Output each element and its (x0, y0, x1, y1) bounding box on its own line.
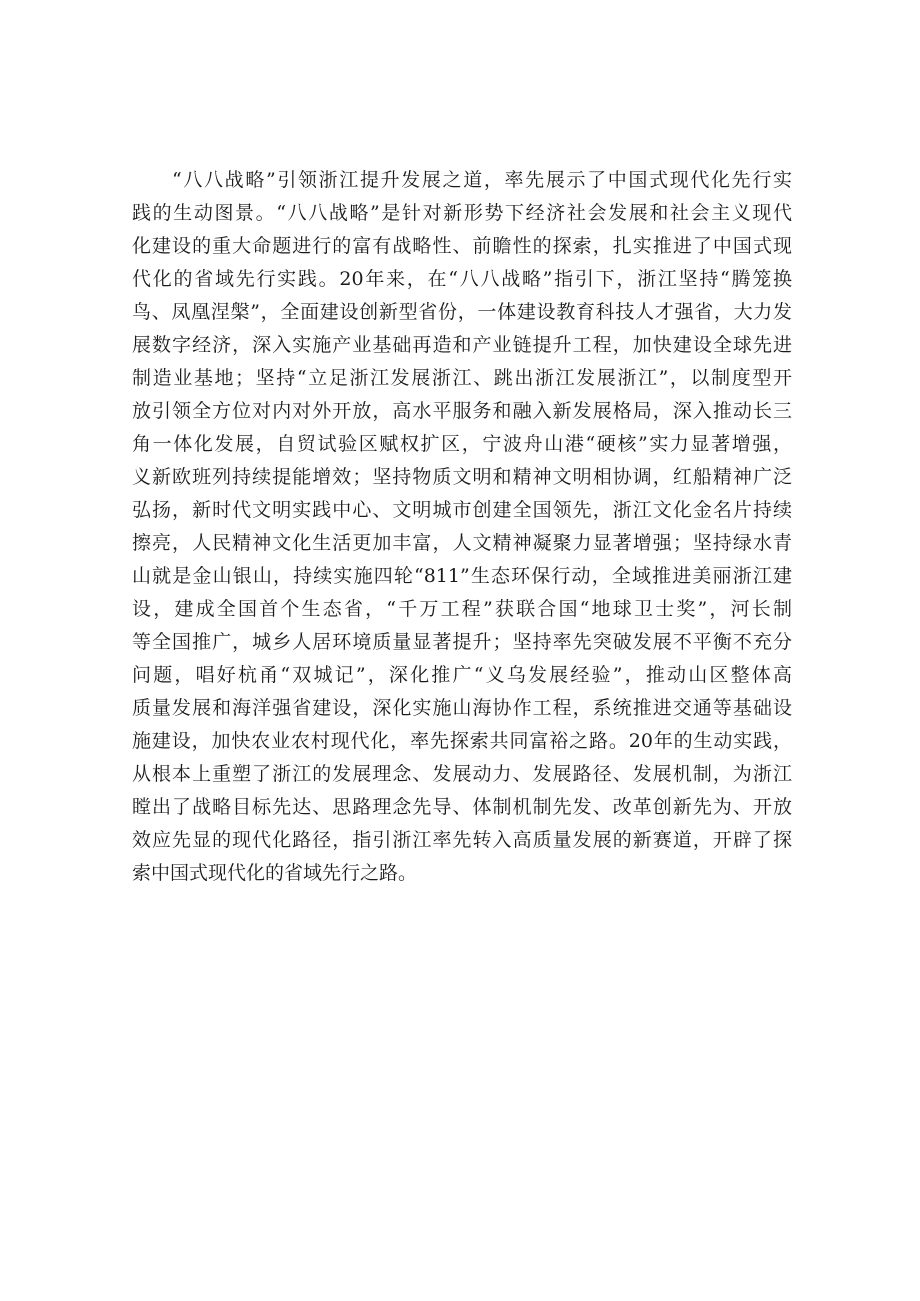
paragraph-line-15: 等全国推广，城乡人居环境质量显著提升；坚持率先突破发展不平衡不充分 (132, 631, 792, 653)
paragraph-line-5: 鸟、凤凰涅槃”，全面建设创新型省份，一体建设教育科技人才强省，大力发 (132, 301, 792, 323)
paragraph-line-14: 设，建成全国首个生态省，“千万工程”获联合国“地球卫士奖”，河长制 (132, 598, 792, 620)
paragraph-line-2: 践的生动图景。“八八战略”是针对新形势下经济社会发展和社会主义现代 (132, 202, 792, 224)
paragraph-line-11: 弘扬，新时代文明实践中心、文明城市创建全国领先，浙江文化金名片持续 (132, 499, 792, 521)
paragraph-line-7: 制造业基地；坚持“立足浙江发展浙江、跳出浙江发展浙江”，以制度型开 (132, 367, 792, 389)
paragraph-line-10: 义新欧班列持续提能增效；坚持物质文明和精神文明相协调，红船精神广泛 (132, 466, 792, 488)
paragraph-line-1: “八八战略”引领浙江提升发展之道，率先展示了中国式现代化先行实 (172, 169, 792, 191)
paragraph-line-3: 化建设的重大命题进行的富有战略性、前瞻性的探索，扎实推进了中国式现 (132, 235, 792, 257)
paragraph-line-19: 从根本上重塑了浙江的发展理念、发展动力、发展路径、发展机制，为浙江 (132, 763, 792, 785)
paragraph-line-18: 施建设，加快农业农村现代化，率先探索共同富裕之路。20年的生动实践， (132, 730, 792, 752)
paragraph-line-12: 擦亮，人民精神文化生活更加丰富，人文精神凝聚力显著增强；坚持绿水青 (132, 532, 792, 554)
paragraph-line-4: 代化的省域先行实践。20年来，在“八八战略”指引下，浙江坚持“腾笼换 (132, 268, 792, 290)
paragraph-line-9: 角一体化发展，自贸试验区赋权扩区，宁波舟山港“硬核”实力显著增强， (132, 433, 792, 455)
paragraph-line-6: 展数字经济，深入实施产业基础再造和产业链提升工程，加快建设全球先进 (132, 334, 792, 356)
paragraph-line-20: 瞠出了战略目标先达、思路理念先导、体制机制先发、改革创新先为、开放 (132, 796, 792, 818)
paragraph-line-16: 问题，唱好杭甬“双城记”，深化推广“义乌发展经验”，推动山区整体高 (132, 664, 792, 686)
paragraph-line-8: 放引领全方位对内对外开放，高水平服务和融入新发展格局，深入推动长三 (132, 400, 792, 422)
paragraph-line-17: 质量发展和海洋强省建设，深化实施山海协作工程，系统推进交通等基础设 (132, 697, 792, 719)
paragraph-line-13: 山就是金山银山，持续实施四轮“811”生态环保行动，全域推进美丽浙江建 (132, 565, 792, 587)
paragraph-line-21: 效应先显的现代化路径，指引浙江率先转入高质量发展的新赛道，开辟了探 (132, 829, 792, 851)
paragraph-line-22: 索中国式现代化的省域先行之路。 (132, 862, 418, 884)
